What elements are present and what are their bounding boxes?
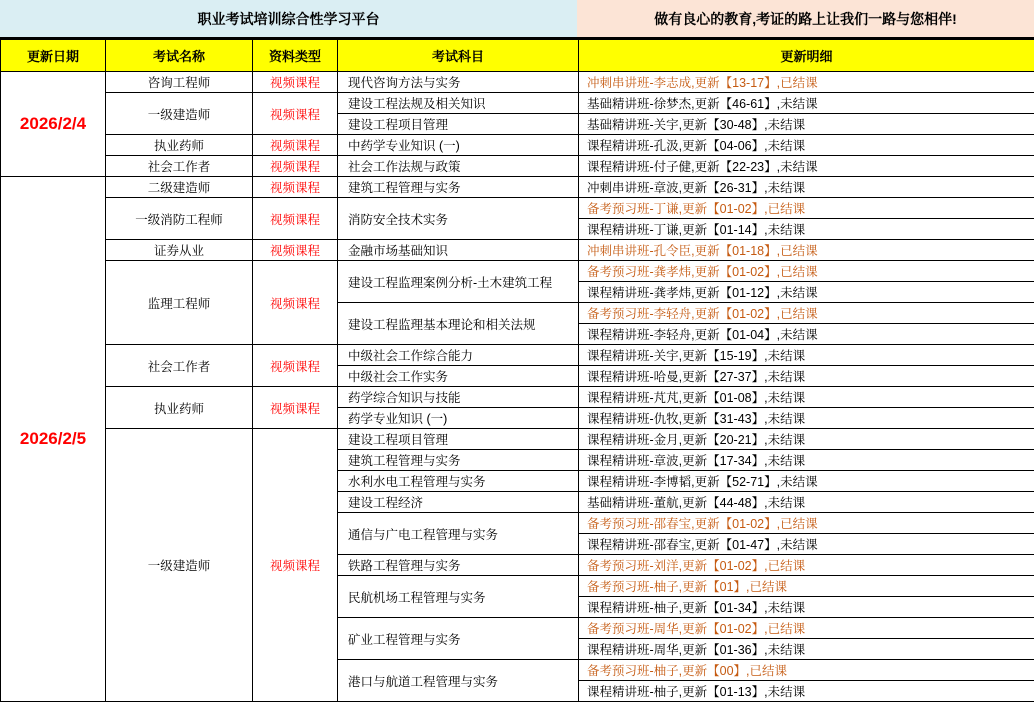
- update-detail-cell: 课程精讲班-哈曼,更新【27-37】,未结课: [579, 366, 1034, 387]
- update-detail-cell: 冲刺串讲班-孔令臣,更新【01-18】,已结课: [579, 240, 1034, 261]
- exam-name-cell: 一级建造师: [106, 429, 253, 702]
- subject-cell: 药学专业知识 (一): [338, 408, 579, 429]
- update-detail-cell: 课程精讲班-周华,更新【01-36】,未结课: [579, 639, 1034, 660]
- table-row: [1, 177, 1034, 198]
- table-row: [1, 240, 1034, 261]
- header-update-date: 更新日期: [1, 40, 106, 72]
- table-row: [1, 135, 1034, 156]
- update-detail-cell: 备考预习班-刘洋,更新【01-02】,已结课: [579, 555, 1034, 576]
- material-type-cell: 视频课程: [253, 72, 338, 93]
- material-type-cell: 视频课程: [253, 177, 338, 198]
- subject-cell: 中药学专业知识 (一): [338, 135, 579, 156]
- material-type-cell: 视频课程: [253, 135, 338, 156]
- update-detail-cell: 课程精讲班-丁谦,更新【01-14】,未结课: [579, 219, 1034, 240]
- date-cell: 2026/2/4: [1, 72, 106, 177]
- update-detail-cell: 备考预习班-邵春宝,更新【01-02】,已结课: [579, 513, 1034, 534]
- schedule-table: [0, 39, 1034, 702]
- subject-cell: 建设工程经济: [338, 492, 579, 513]
- subject-cell: 建设工程监理案例分析-土木建筑工程: [338, 261, 579, 303]
- subject-cell: 建设工程法规及相关知识: [338, 93, 579, 114]
- update-detail-cell: 课程精讲班-关宇,更新【15-19】,未结课: [579, 345, 1034, 366]
- update-detail-cell: 冲刺串讲班-章波,更新【26-31】,未结课: [579, 177, 1034, 198]
- update-detail-cell: 课程精讲班-芃芃,更新【01-08】,未结课: [579, 387, 1034, 408]
- table-row: [1, 261, 1034, 282]
- subject-cell: 社会工作法规与政策: [338, 156, 579, 177]
- subject-cell: 矿业工程管理与实务: [338, 618, 579, 660]
- exam-name-cell: 一级建造师: [106, 93, 253, 135]
- header-exam-subject: 考试科目: [338, 40, 579, 72]
- material-type-cell: 视频课程: [253, 261, 338, 345]
- material-type-cell: 视频课程: [253, 240, 338, 261]
- material-type-cell: 视频课程: [253, 93, 338, 135]
- update-detail-cell: 课程精讲班-金月,更新【20-21】,未结课: [579, 429, 1034, 450]
- subject-cell: 药学综合知识与技能: [338, 387, 579, 408]
- subject-cell: 建设工程监理基本理论和相关法规: [338, 303, 579, 345]
- header-material-type: 资料类型: [253, 40, 338, 72]
- subject-cell: 港口与航道工程管理与实务: [338, 660, 579, 702]
- subject-cell: 建筑工程管理与实务: [338, 450, 579, 471]
- update-detail-cell: 课程精讲班-柚子,更新【01-34】,未结课: [579, 597, 1034, 618]
- update-detail-cell: 备考预习班-周华,更新【01-02】,已结课: [579, 618, 1034, 639]
- table-row: [1, 156, 1034, 177]
- update-detail-cell: 课程精讲班-付子健,更新【22-23】,未结课: [579, 156, 1034, 177]
- subject-cell: 消防安全技术实务: [338, 198, 579, 240]
- table-body: [1, 72, 1034, 702]
- table-row: [1, 198, 1034, 219]
- update-detail-cell: 备考预习班-柚子,更新【01】,已结课: [579, 576, 1034, 597]
- subject-cell: 现代咨询方法与实务: [338, 72, 579, 93]
- update-detail-cell: 课程精讲班-李博韬,更新【52-71】,未结课: [579, 471, 1034, 492]
- table-row: [1, 72, 1034, 93]
- table-header: [1, 40, 1034, 72]
- table-row: [1, 387, 1034, 408]
- table-row: [1, 429, 1034, 450]
- subject-cell: 通信与广电工程管理与实务: [338, 513, 579, 555]
- top-banner: [0, 0, 1034, 39]
- exam-name-cell: 咨询工程师: [106, 72, 253, 93]
- update-detail-cell: 冲刺串讲班-李志成,更新【13-17】,已结课: [579, 72, 1034, 93]
- update-detail-cell: 基础精讲班-徐梦杰,更新【46-61】,未结课: [579, 93, 1034, 114]
- subject-cell: 建筑工程管理与实务: [338, 177, 579, 198]
- material-type-cell: 视频课程: [253, 387, 338, 429]
- subject-cell: 中级社会工作综合能力: [338, 345, 579, 366]
- subject-cell: 建设工程项目管理: [338, 429, 579, 450]
- subject-cell: 中级社会工作实务: [338, 366, 579, 387]
- exam-name-cell: 执业药师: [106, 135, 253, 156]
- subject-cell: 建设工程项目管理: [338, 114, 579, 135]
- update-detail-cell: 备考预习班-龚孝炜,更新【01-02】,已结课: [579, 261, 1034, 282]
- update-detail-cell: 课程精讲班-李轻舟,更新【01-04】,未结课: [579, 324, 1034, 345]
- material-type-cell: 视频课程: [253, 156, 338, 177]
- exam-name-cell: 社会工作者: [106, 156, 253, 177]
- platform-title: 职业考试培训综合性学习平台: [0, 0, 577, 37]
- exam-name-cell: 执业药师: [106, 387, 253, 429]
- update-detail-cell: 基础精讲班-董航,更新【44-48】,未结课: [579, 492, 1034, 513]
- update-detail-cell: 备考预习班-柚子,更新【00】,已结课: [579, 660, 1034, 681]
- update-detail-cell: 课程精讲班-邵春宝,更新【01-47】,未结课: [579, 534, 1034, 555]
- update-detail-cell: 备考预习班-李轻舟,更新【01-02】,已结课: [579, 303, 1034, 324]
- header-update-detail: 更新明细: [579, 40, 1034, 72]
- exam-name-cell: 证券从业: [106, 240, 253, 261]
- date-cell: 2026/2/5: [1, 177, 106, 702]
- update-detail-cell: 课程精讲班-柚子,更新【01-13】,未结课: [579, 681, 1034, 702]
- update-detail-cell: 课程精讲班-龚孝炜,更新【01-12】,未结课: [579, 282, 1034, 303]
- material-type-cell: 视频课程: [253, 198, 338, 240]
- update-detail-cell: 基础精讲班-关宇,更新【30-48】,未结课: [579, 114, 1034, 135]
- update-detail-cell: 课程精讲班-孔汲,更新【04-06】,未结课: [579, 135, 1034, 156]
- table-row: [1, 93, 1034, 114]
- subject-cell: 民航机场工程管理与实务: [338, 576, 579, 618]
- slogan-text: 做有良心的教育,考证的路上让我们一路与您相伴!: [577, 0, 1034, 37]
- header-exam-name: 考试名称: [106, 40, 253, 72]
- update-detail-cell: 课程精讲班-仇牧,更新【31-43】,未结课: [579, 408, 1034, 429]
- update-detail-cell: 课程精讲班-章波,更新【17-34】,未结课: [579, 450, 1034, 471]
- exam-name-cell: 社会工作者: [106, 345, 253, 387]
- update-detail-cell: 备考预习班-丁谦,更新【01-02】,已结课: [579, 198, 1034, 219]
- subject-cell: 水利水电工程管理与实务: [338, 471, 579, 492]
- subject-cell: 金融市场基础知识: [338, 240, 579, 261]
- exam-name-cell: 一级消防工程师: [106, 198, 253, 240]
- material-type-cell: 视频课程: [253, 345, 338, 387]
- subject-cell: 铁路工程管理与实务: [338, 555, 579, 576]
- material-type-cell: 视频课程: [253, 429, 338, 702]
- exam-name-cell: 二级建造师: [106, 177, 253, 198]
- exam-name-cell: 监理工程师: [106, 261, 253, 345]
- table-row: [1, 345, 1034, 366]
